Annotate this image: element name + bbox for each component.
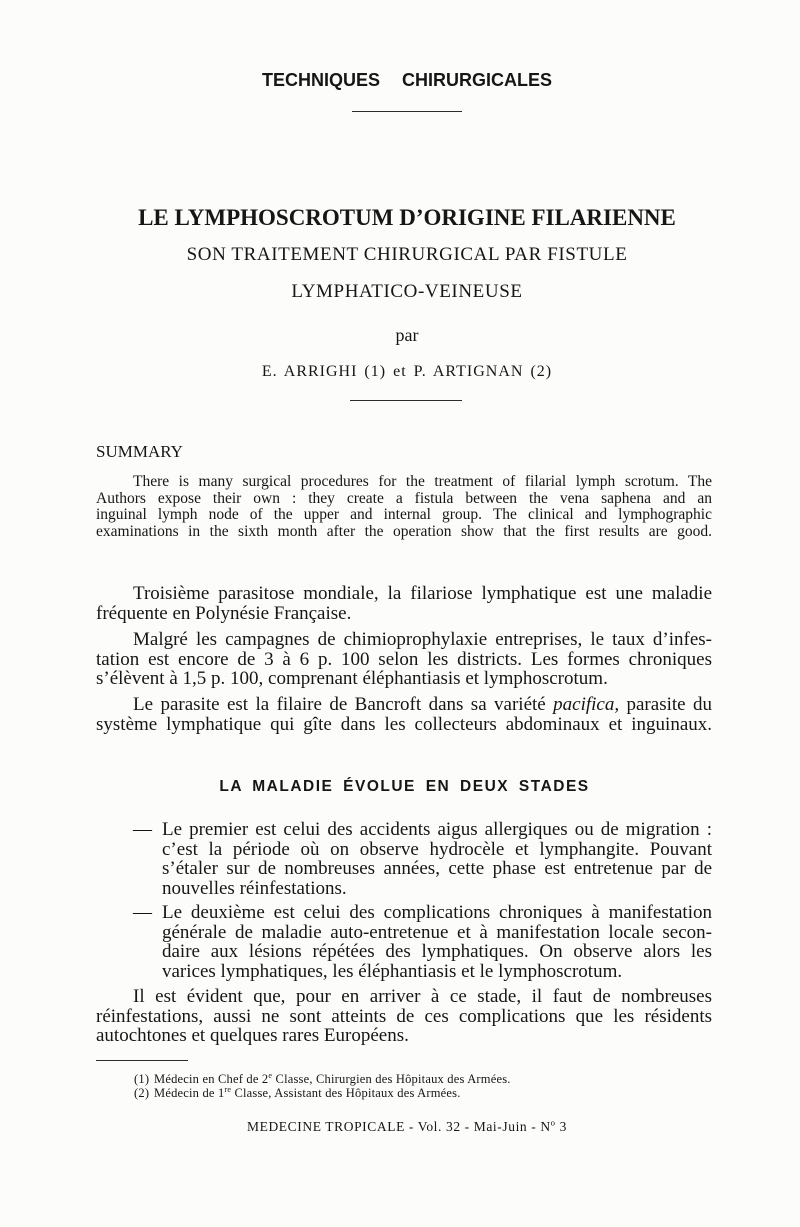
- article-title: LE LYMPHOSCROTUM D’ORIGINE FILARIENNE: [138, 205, 676, 230]
- text-line: réinfestations, aussi ne sont atteints de ces complications que les résidents: [96, 1005, 712, 1027]
- paragraph-3: [96, 695, 712, 734]
- text-line: [96, 695, 712, 715]
- footnote-rule: [96, 1060, 188, 1061]
- list-item: [133, 903, 712, 981]
- text-line: c’est la période où on observe hydrocèle et lymphangite. Pouvant: [162, 838, 712, 860]
- list-dash: —: [133, 902, 152, 923]
- summary-heading: SUMMARY: [96, 442, 183, 461]
- text-line: autochtones et quelques rares Européens.: [96, 1025, 409, 1046]
- footnotes: [134, 1070, 694, 1100]
- footnote-superscript: e: [268, 1070, 273, 1080]
- text-line: nouvelles réinfestations.: [162, 877, 347, 899]
- article-subtitle-line-2: LYMPHATICO-VEINEUSE: [291, 281, 523, 302]
- list-dash: —: [133, 819, 152, 840]
- text-line: s’étaler sur de nombreuses années, cette phase est entretenue par de: [162, 858, 712, 879]
- text-line: Le deuxième est celui des complications chroniques à manifestation: [162, 902, 712, 923]
- footnote-superscript: re: [224, 1084, 232, 1094]
- footer-text: 3: [555, 1119, 567, 1134]
- footnote-text: Classe, Assistant des Hôpitaux des Armées.: [231, 1085, 461, 1100]
- article-subtitle-line-1: SON TRAITEMENT CHIRURGICAL PAR FISTULE: [186, 244, 628, 265]
- footer-text: MEDECINE TROPICALE - Vol. 32 - Mai-Juin - N: [247, 1119, 551, 1134]
- section-heading: LA MALADIE ÉVOLUE EN DEUX STADES: [219, 778, 590, 795]
- journal-footer: [14, 1118, 800, 1136]
- text-line: système lymphatique qui gîte dans les collecteurs abdominaux et inguinaux.: [96, 713, 712, 735]
- header-rule: [352, 111, 462, 112]
- text-line: fréquente en Polynésie Française.: [96, 602, 352, 624]
- text-line: daire aux lésions répétées des lymphatiques. On observe alors les: [162, 941, 712, 962]
- title-rule: [350, 400, 462, 401]
- running-head: TECHNIQUES CHIRURGICALES: [261, 70, 552, 90]
- summary-line: examinations in the sixth month after the operation show that the first results are good.: [96, 522, 712, 540]
- text-segment: Le parasite est la filaire de Bancroft dans sa variété: [133, 694, 554, 715]
- text-line: Malgré les campagnes de chimioprophylaxie entreprises, le taux d’infes-: [133, 629, 712, 650]
- footnote-text: Médecin de 1: [154, 1085, 225, 1100]
- italic-term: pacifica,: [553, 694, 620, 715]
- footnote: [134, 1070, 694, 1087]
- text-segment: parasite du: [619, 694, 712, 715]
- paragraph-1: [96, 584, 712, 623]
- text-line: générale de maladie auto-entretenue et à manifestation locale secon-: [162, 921, 712, 943]
- text-line: tation est encore de 3 à 6 p. 100 selon les districts. Les formes chroniques: [96, 648, 712, 670]
- byline-par: par: [395, 325, 419, 345]
- footnote-text: Médecin en Chef de 2: [154, 1072, 269, 1086]
- list-item: [133, 820, 712, 898]
- text-line: s’élèvent à 1,5 p. 100, comprenant éléphantiasis et lymphoscrotum.: [96, 668, 608, 689]
- text-line: Le premier est celui des accidents aigus allergiques ou de migration :: [162, 819, 712, 840]
- summary-line: There is many surgical procedures for the treatment of filarial lymph scrotum. The: [133, 473, 712, 490]
- footnote: [134, 1084, 694, 1101]
- summary-text: [96, 474, 712, 540]
- summary-line: inguinal lymph node of the upper and internal group. The clinical and lymphographic: [96, 506, 712, 524]
- paragraph-2: [96, 630, 712, 689]
- footnote-text: Classe, Chirurgien des Hôpitaux des Armées.: [272, 1072, 511, 1086]
- authors: E. ARRIGHI (1) et P. ARTIGNAN (2): [261, 363, 553, 380]
- footnote-marker: (1): [134, 1072, 150, 1086]
- summary-line: Authors expose their own : they create a fistula between the vena saphena and an: [96, 489, 712, 507]
- text-line: varices lymphatiques, les éléphantiasis et le lymphoscrotum.: [162, 960, 623, 982]
- text-line: Troisième parasitose mondiale, la filariose lymphatique est une maladie: [133, 583, 712, 604]
- paragraph-4: [96, 987, 712, 1046]
- text-line: Il est évident que, pour en arriver à ce stade, il faut de nombreuses: [133, 986, 712, 1007]
- footnote-marker: (2): [134, 1085, 150, 1100]
- footer-superscript: o: [550, 1117, 556, 1128]
